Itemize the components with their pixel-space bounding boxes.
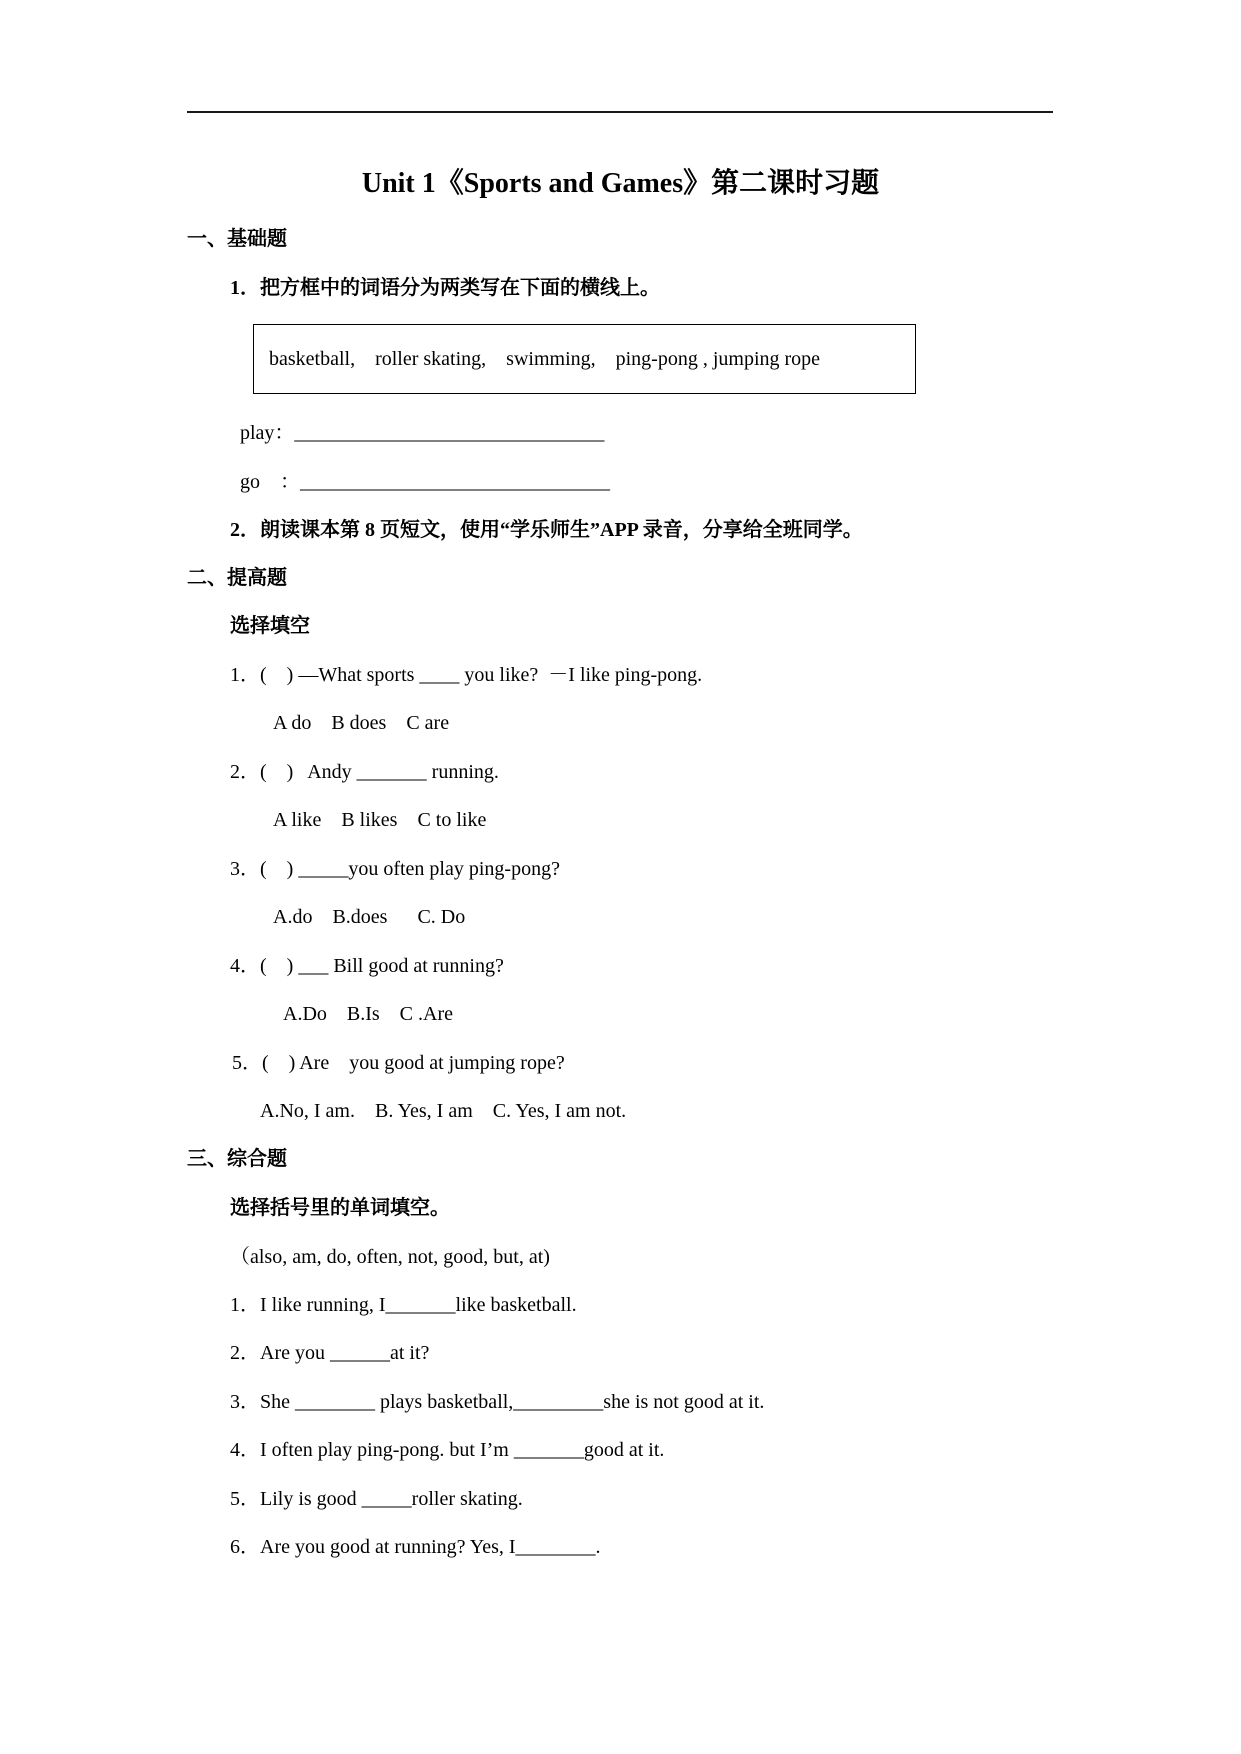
word-bank: （also, am, do, often, not, good, but, at) xyxy=(230,1246,550,1268)
word-box-words: basketball, roller skating, swimming, ping-pong , jumping rope xyxy=(269,348,821,370)
mc-options-3: A.do B.does C. Do xyxy=(273,906,466,928)
fill-item-2: 2．Are you ______at it? xyxy=(230,1342,430,1364)
word-box xyxy=(253,324,916,394)
play-answer-line[interactable]: play：_______________________________ xyxy=(240,422,605,444)
page-title: Unit 1《Sports and Games》第二课时习题 xyxy=(361,168,880,199)
mc-question-5: 5．( ) Are you good at jumping rope? xyxy=(232,1052,565,1074)
fill-item-1: 1．I like running, I_______like basketball. xyxy=(230,1294,577,1316)
section-heading-comprehensive: 三、综合题 xyxy=(187,1148,287,1170)
mc-question-1: 1．( ) —What sports ____ you like? －I like ping-pong. xyxy=(230,664,703,686)
mc-question-3: 3．( ) _____you often play ping-pong? xyxy=(230,858,560,880)
fill-item-3: 3．She ________ plays basketball,_________she is not good at it. xyxy=(230,1391,765,1413)
subheading-fill-in: 选择括号里的单词填空。 xyxy=(230,1197,450,1219)
header-rule xyxy=(187,111,1053,113)
fill-item-6: 6．Are you good at running? Yes, I________. xyxy=(230,1536,601,1558)
q1-instruction: 1．把方框中的词语分为两类写在下面的横线上。 xyxy=(230,277,660,299)
fill-item-4: 4．I often play ping-pong. but I’m _______good at it. xyxy=(230,1439,665,1461)
mc-options-1: A do B does C are xyxy=(273,712,450,734)
section-heading-advanced: 二、提高题 xyxy=(187,567,287,589)
go-answer-line[interactable]: go ：_______________________________ xyxy=(240,471,610,493)
subheading-multiple-choice: 选择填空 xyxy=(230,615,310,637)
mc-question-4: 4．( ) ___ Bill good at running? xyxy=(230,955,504,977)
section-heading-basic: 一、基础题 xyxy=(187,228,287,250)
mc-options-2: A like B likes C to like xyxy=(273,809,487,831)
mc-options-5: A.No, I am. B. Yes, I am C. Yes, I am not. xyxy=(260,1100,627,1122)
fill-item-5: 5．Lily is good _____roller skating. xyxy=(230,1488,523,1510)
mc-options-4: A.Do B.Is C .Are xyxy=(283,1003,453,1025)
mc-question-2: 2．( ) Andy _______ running. xyxy=(230,761,499,783)
q2-instruction: 2．朗读课本第 8 页短文，使用“学乐师生”APP 录音，分享给全班同学。 xyxy=(230,519,863,541)
